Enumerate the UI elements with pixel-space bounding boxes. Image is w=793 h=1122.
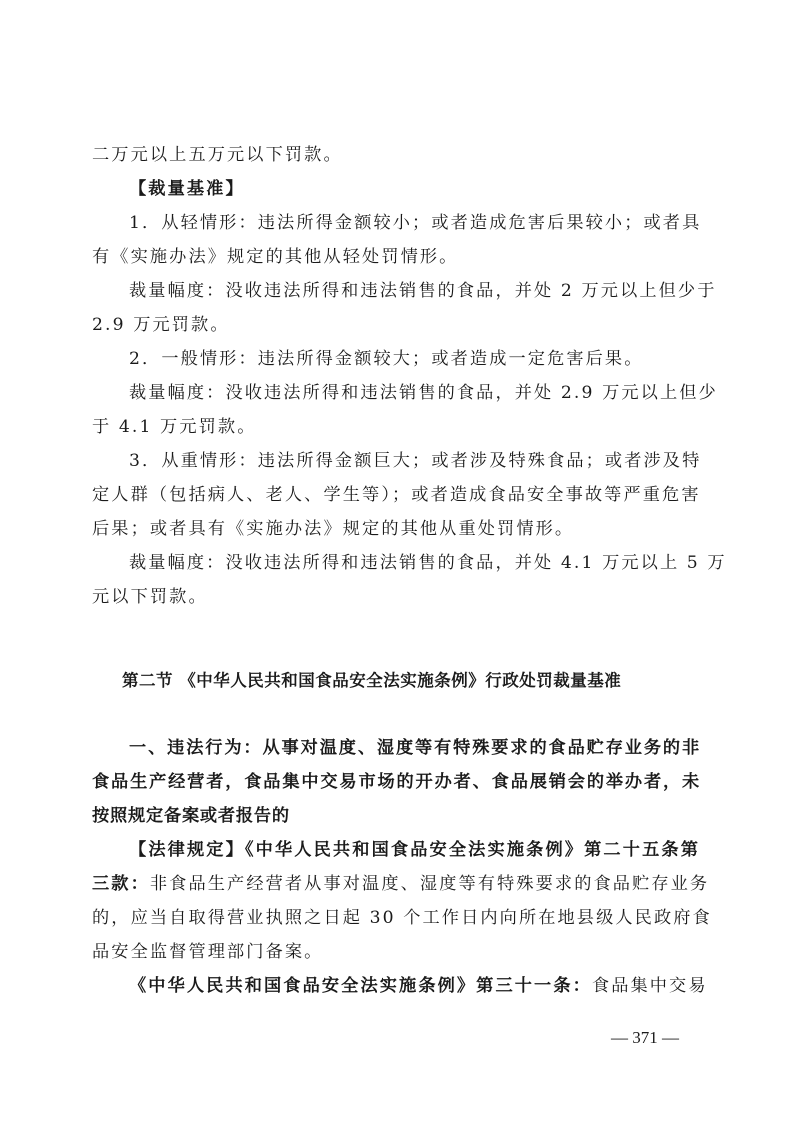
text-line: 有《实施办法》规定的其他从轻处罚情形。 bbox=[92, 247, 459, 267]
violation-line: 食品生产经营者，食品集中交易市场的开办者、食品展销会的举办者，未 bbox=[92, 772, 700, 792]
text-line: 3．从重情形：违法所得金额巨大；或者涉及特殊食品；或者涉及特 bbox=[129, 451, 702, 471]
violation-line: 一、违法行为：从事对温度、湿度等有特殊要求的食品贮存业务的非 bbox=[129, 738, 700, 758]
section-heading: 第二节 《中华人民共和国食品安全法实施条例》行政处罚裁量基准 bbox=[122, 671, 622, 690]
legal-provision-label: 【法律规定】《中华人民共和国食品安全法实施条例》第二十五条第 bbox=[129, 840, 700, 860]
page-number: — 371 — bbox=[611, 1028, 679, 1047]
text-line: 后果；或者具有《实施办法》规定的其他从重处罚情形。 bbox=[92, 519, 575, 539]
legal-line bbox=[92, 976, 708, 996]
text-line: 裁量幅度：没收违法所得和违法销售的食品，并处 4.1 万元以上 5 万 bbox=[129, 553, 727, 573]
citation-text: 食品集中交易 bbox=[591, 976, 708, 996]
citation-label: 《中华人民共和国食品安全法实施条例》第三十一条： bbox=[129, 976, 592, 996]
text-line: 二万元以上五万元以下罚款。 bbox=[92, 145, 343, 165]
legal-clause-label: 三款： bbox=[92, 874, 150, 894]
text-line: 2．一般情形：违法所得金额较大；或者造成一定危害后果。 bbox=[129, 349, 644, 369]
legal-line bbox=[92, 874, 710, 894]
text-line: 2.9 万元罚款。 bbox=[92, 315, 230, 335]
text-line: 裁量幅度：没收违法所得和违法销售的食品，并处 2.9 万元以上但少 bbox=[129, 383, 718, 403]
text-line: 元以下罚款。 bbox=[92, 587, 208, 607]
text-line: 裁量幅度：没收违法所得和违法销售的食品，并处 2 万元以上但少于 bbox=[129, 281, 717, 301]
text-line: 于 4.1 万元罚款。 bbox=[92, 417, 257, 437]
text-line: 1．从轻情形：违法所得金额较小；或者造成危害后果较小；或者具 bbox=[129, 213, 702, 233]
legal-line: 品安全监督管理部门备案。 bbox=[92, 942, 324, 962]
text-line: 定人群（包括病人、老人、学生等）；或者造成食品安全事故等严重危害 bbox=[92, 485, 701, 505]
legal-clause-text: 非食品生产经营者从事对温度、湿度等有特殊要求的食品贮存业务 bbox=[149, 874, 710, 894]
criteria-heading: 【裁量基准】 bbox=[129, 179, 245, 199]
violation-line: 按照规定备案或者报告的 bbox=[92, 806, 290, 826]
legal-line: 的，应当自取得营业执照之日起 30 个工作日内向所在地县级人民政府食 bbox=[92, 908, 712, 928]
